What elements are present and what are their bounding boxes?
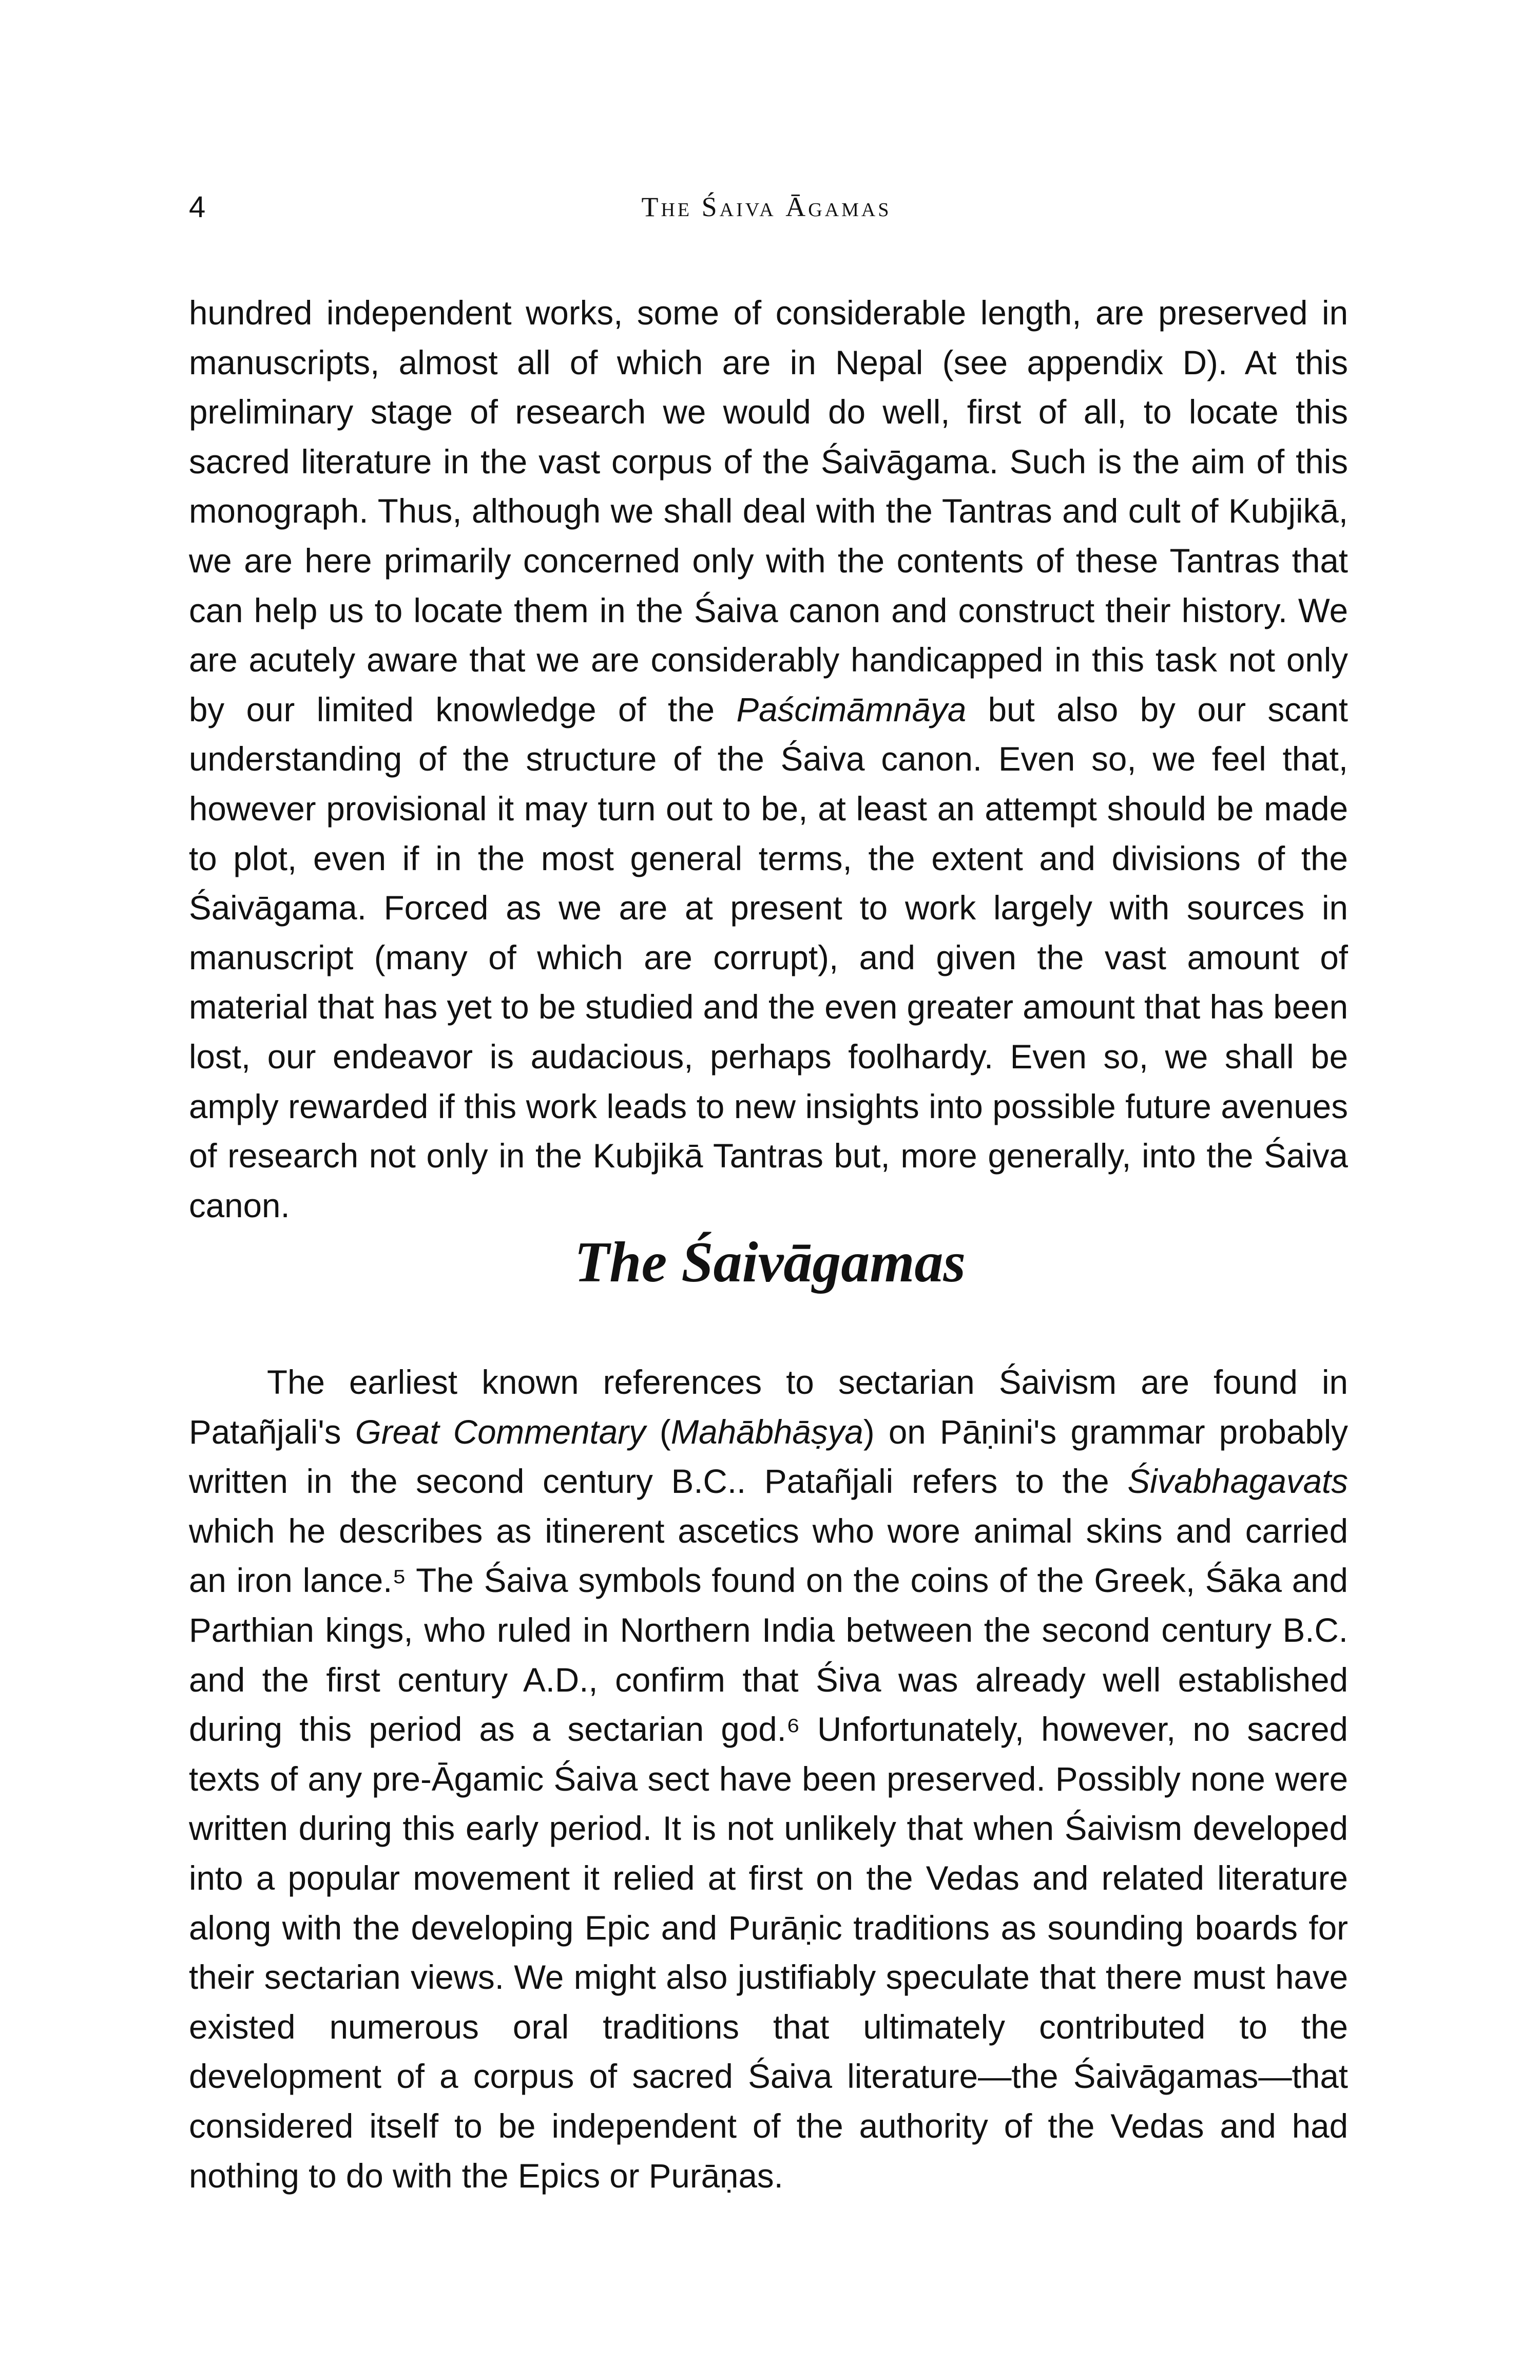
paragraph-text: ( <box>645 1413 671 1451</box>
italic-title: Great Commentary <box>355 1413 646 1451</box>
paragraph-text: which he describes as itinerent ascetics who wore animal skins and carried an iron lance.⁵ The Śaiva symbols found on the coins of the Greek, Śāka and Parthian kings, who ruled in Northern India between the second century B.C. and the first century A.D., confirm that Śiva was already well established during this period as a sectarian god.⁶ Unfortunately, however, no sacred texts of any pre-Āgamic Śaiva sect have been preserved. Possibly none were written during this early period. It is not unlikely that when Śaivism developed into a popular movement it relied at first on the Vedas and related literature along with the developing Epic and Purāṇic traditions as sounding boards for their sectarian views. We might also justifiably speculate that there must have existed numerous oral traditions that ultimately contributed to the development of a corpus of sacred Śaiva literature—the Śaivāgamas—that considered itself to be independent of the authority of the Vedas and had nothing to do with the Epics or Purāṇas. <box>189 1512 1348 2195</box>
paragraph <box>189 1358 1348 2201</box>
italic-title: Mahābhāṣya <box>670 1413 863 1451</box>
running-head <box>189 190 1344 241</box>
paragraph-continued <box>189 289 1348 1231</box>
paragraph-text: The earliest known references to sectarian Śaivism are found in Patañjali's <box>189 1364 1348 1451</box>
italic-term: Paścimāmnāya <box>736 690 967 728</box>
running-title: The Śaiva Āgamas <box>641 191 892 222</box>
paragraph-text: hundred independent works, some of considerable length, are preserved in manuscripts, almost all of which are in Nepal (see appendix D). At this preliminary stage of research we would do well, first of all, to locate this sacred literature in the vast corpus of the Śaivāgama. Such is the aim of this monograph. Thus, although we shall deal with the Tantras and cult of Kubjikā, we are here primarily concerned only with the contents of these Tantras that can help us to locate them in the Śaiva canon and construct their history. We are acutely aware that we are considerably handicapped in this task not only by our limited knowledge of the <box>189 294 1348 728</box>
page-number: 4 <box>189 190 206 224</box>
paragraph-text: ) on Pāṇini's grammar probably written in the second century B.C.. Patañjali refers to the <box>189 1413 1349 1501</box>
body-text-block-top <box>189 289 1348 1231</box>
body-text-block-bottom <box>189 1358 1348 2201</box>
paragraph-text: but also by our scant understanding of the structure of the Śaiva canon. Even so, we feel that, however provisional it may turn out to be, at least an attempt should be made to plot, even if in the most general terms, the extent and divisions of the Śaivāgama. Forced as we are at present to work largely with sources in manuscript (many of which are corrupt), and given the vast amount of material that has yet to be studied and the even greater amount that has been lost, our endeavor is audacious, perhaps foolhardy. Even so, we shall be amply rewarded if this work leads to new insights into possible future avenues of research not only in the Kubjikā Tantras but, more generally, into the Śaiva canon. <box>189 690 1348 1224</box>
section-heading: The Śaivāgamas <box>574 1231 966 1294</box>
italic-term: Śivabhagavats <box>1127 1463 1348 1501</box>
